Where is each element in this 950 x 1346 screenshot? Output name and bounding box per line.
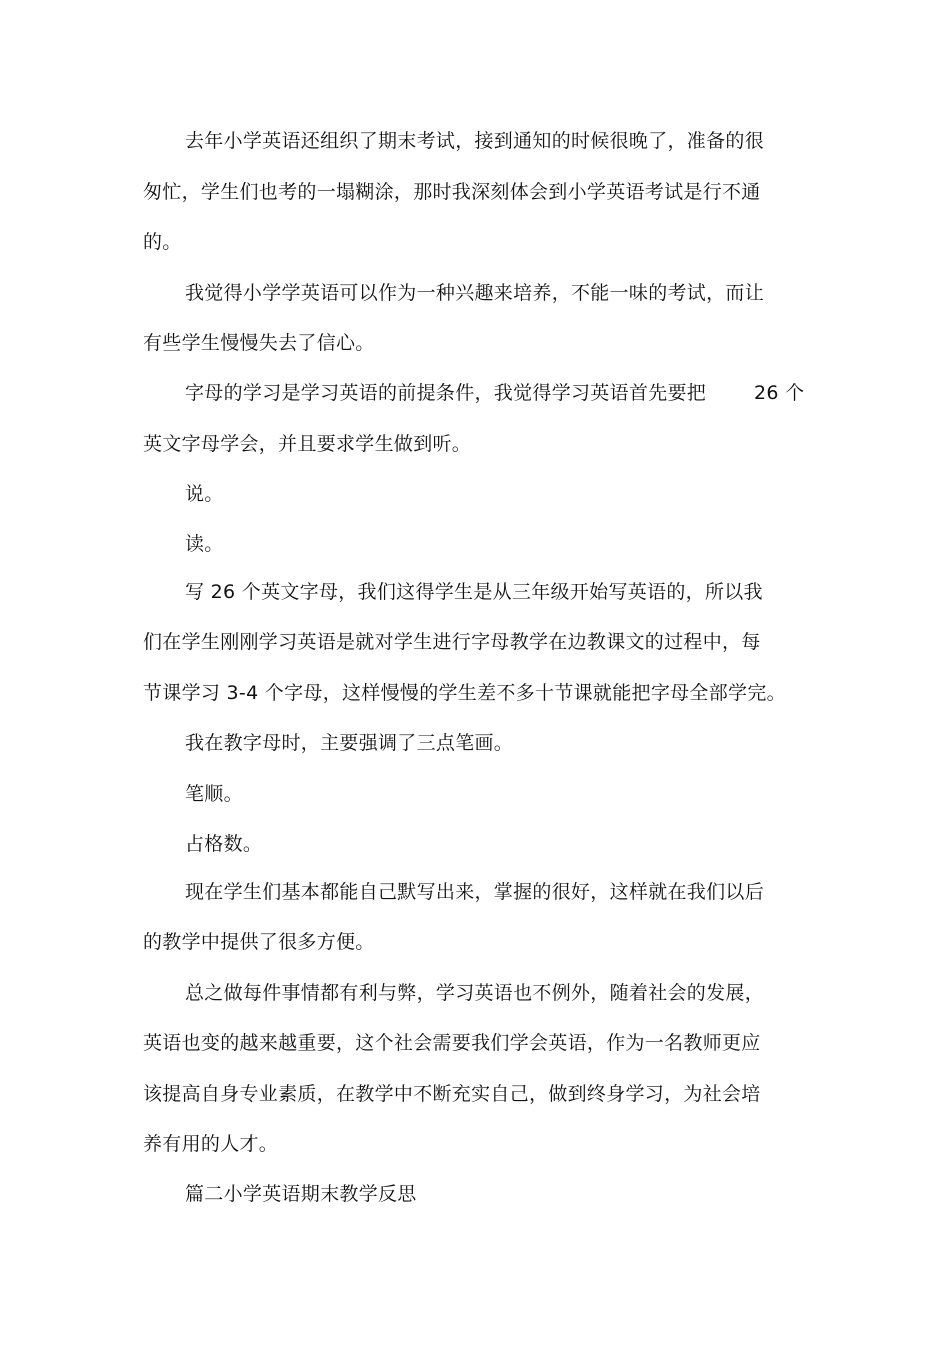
text-line: 养有用的人才。	[143, 1133, 279, 1155]
text-line: 英语也变的越来越重要，这个社会需要我们学会英语，作为一名教师更应	[143, 1032, 761, 1054]
text-line: 去年小学英语还组织了期末考试，接到通知的时候很晚了，准备的很	[185, 130, 765, 152]
text-line: 我觉得小学学英语可以作为一种兴趣来培养，不能一味的考试，而让	[185, 282, 765, 304]
text-line: 总之做每件事情都有利与弊，学习英语也不例外，随着社会的发展，	[185, 982, 765, 1004]
text-line: 有些学生慢慢失去了信心。	[143, 332, 375, 354]
text-line: 26 个	[754, 382, 805, 404]
text-line: 现在学生们基本都能自己默写出来，掌握的很好，这样就在我们以后	[185, 881, 765, 903]
text-line: 读。	[185, 533, 224, 555]
section-heading: 篇二小学英语期末教学反思	[185, 1183, 417, 1205]
text-line: 的教学中提供了很多方便。	[143, 931, 375, 953]
text-line: 说。	[185, 483, 224, 505]
text-line: 们在学生刚刚学习英语是就对学生进行字母教学在边教课文的过程中，每	[143, 631, 761, 653]
text-line: 占格数。	[185, 833, 263, 855]
text-line: 匆忙，学生们也考的一塌糊涂，那时我深刻体会到小学英语考试是行不通	[143, 181, 761, 203]
text-line: 的。	[143, 231, 182, 253]
text-line: 字母的学习是学习英语的前提条件，我觉得学习英语首先要把	[185, 382, 707, 404]
text-line: 节课学习 3-4 个字母，这样慢慢的学生差不多十节课就能把字母全部学完。	[143, 682, 786, 704]
text-line: 该提高自身专业素质，在教学中不断充实自己，做到终身学习，为社会培	[143, 1083, 761, 1105]
text-line: 写 26 个英文字母，我们这得学生是从三年级开始写英语的，所以我	[185, 581, 763, 603]
text-line: 英文字母学会，并且要求学生做到听。	[143, 433, 472, 455]
text-line: 笔顺。	[185, 783, 243, 805]
text-line: 我在教字母时，主要强调了三点笔画。	[185, 732, 514, 754]
